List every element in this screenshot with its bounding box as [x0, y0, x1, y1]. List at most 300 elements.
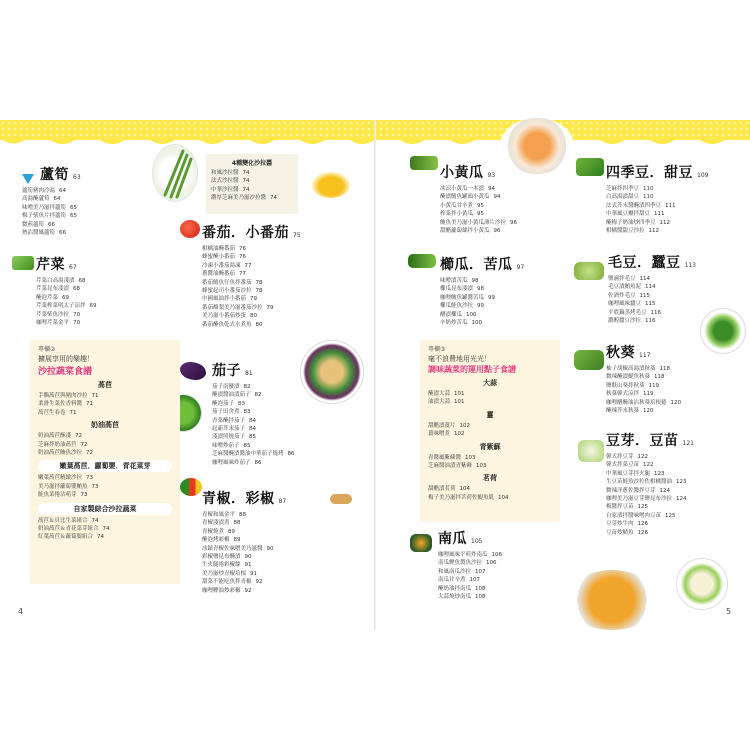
list-item[interactable]	[608, 283, 696, 291]
list-item[interactable]	[438, 559, 502, 567]
item-page: 120	[643, 408, 654, 415]
list-item[interactable]	[606, 470, 694, 478]
section-page: 87	[278, 498, 287, 505]
group-title: 自家製綜合沙拉蔬菜	[38, 503, 172, 515]
list-item[interactable]	[22, 187, 81, 195]
list-item[interactable]	[606, 227, 708, 235]
item-title: 梅醬拌豆苗	[606, 504, 634, 511]
list-item[interactable]	[440, 294, 524, 302]
book-fold	[374, 120, 376, 630]
item-page: 79	[250, 296, 258, 303]
list-item[interactable]	[212, 383, 295, 391]
item-title: 咖哩醋醃油沾秋葵培根捲	[606, 399, 667, 406]
list-item[interactable]	[212, 433, 295, 441]
item-page: 76	[239, 246, 247, 252]
item-page: 85	[249, 434, 257, 441]
list-item[interactable]	[202, 295, 301, 303]
item-title: 鹽滷拌毛豆	[608, 276, 636, 282]
item-title: 手撕萵苣與豬肉沙拉	[38, 393, 88, 399]
item-title: 豆苗炒鯖魚	[606, 529, 634, 536]
item-title: 和風南瓜沙拉	[438, 568, 472, 575]
item-page: 107	[475, 568, 486, 575]
item-list	[440, 277, 524, 327]
item-page: 85	[243, 442, 251, 449]
list-item[interactable]	[606, 453, 694, 461]
list-item[interactable]	[438, 551, 502, 559]
list-item[interactable]	[606, 529, 694, 537]
item-title: 鮭魚菜捲沾萌芽	[38, 492, 77, 499]
group-title: 萵苣	[98, 381, 112, 389]
section-title: 秋葵	[606, 345, 635, 361]
list-item[interactable]	[202, 561, 286, 569]
box-title: 調味蔬菜的運用點子食譜	[428, 365, 516, 374]
list-item[interactable]	[428, 462, 552, 470]
item-title: 甜菜不能吃魚拌青椒	[202, 579, 252, 586]
item-title: 芹菜白高湯淺漬	[36, 278, 75, 284]
item-page: 95	[477, 211, 485, 218]
item-title: 嫩葉萵苣精緻沙拉	[38, 475, 83, 482]
list-item[interactable]	[211, 194, 293, 202]
list-item[interactable]	[440, 202, 517, 210]
list-item[interactable]	[22, 229, 81, 237]
list-item[interactable]	[22, 204, 81, 212]
list-item[interactable]	[36, 319, 97, 327]
list-item[interactable]	[211, 177, 293, 185]
list-item[interactable]	[212, 450, 295, 458]
item-title: 醃漬鯖魚罐頭小黃瓜	[440, 194, 490, 201]
item-title: 秋葵韓式涼拌	[606, 391, 640, 398]
item-list	[212, 383, 295, 467]
list-item[interactable]	[36, 285, 97, 293]
item-title: 自家漬拌醬味噌肉豆苗	[606, 512, 662, 519]
item-title: 醃泡芹菜	[36, 294, 59, 301]
list-item[interactable]	[38, 392, 172, 400]
sprouts-photo	[578, 440, 604, 462]
item-title: 咖哩芹菜金平	[36, 320, 70, 327]
item-title: 毛豆漬鮪魚泥	[608, 284, 642, 291]
item-page: 83	[243, 409, 251, 416]
item-title: 咖哩風味炸茄子	[212, 459, 251, 466]
list-item[interactable]	[211, 186, 293, 194]
item-page: 84	[249, 426, 257, 433]
list-item[interactable]	[202, 253, 301, 261]
item-title: 茄子田舍煮	[212, 409, 240, 416]
zucchini-photo	[408, 254, 436, 268]
item-page: 92	[255, 579, 263, 586]
list-item[interactable]	[38, 432, 172, 440]
item-page: 116	[645, 318, 656, 325]
list-item[interactable]	[202, 321, 301, 329]
list-item[interactable]	[212, 417, 295, 425]
section-title: 豆芽．豆苗	[606, 433, 679, 449]
list-item[interactable]	[36, 302, 97, 310]
list-item[interactable]	[36, 277, 97, 285]
list-item[interactable]	[438, 585, 502, 593]
list-item[interactable]	[38, 474, 172, 482]
item-title: 芝麻拌四季豆	[606, 186, 640, 192]
list-item[interactable]	[202, 312, 301, 320]
item-title: 梅子柴魚片拌蘆筍	[22, 213, 67, 220]
item-title: 甜醋漬茗荷	[428, 486, 456, 493]
item-list	[202, 511, 286, 595]
item-title: 柔滑生菜佐香料醬	[38, 401, 83, 408]
group-title: 薑	[486, 410, 494, 419]
box-label: 專欄③	[428, 346, 446, 353]
section-page: 105	[471, 538, 483, 545]
page-number-right: 5	[726, 607, 732, 616]
item-page: 123	[654, 470, 665, 477]
item-page: 126	[637, 529, 649, 536]
item-title: 美乃滋小番茄炒蛋	[202, 313, 247, 320]
item-title: 蘆筍豬肉冷湯	[22, 188, 56, 194]
list-item[interactable]	[428, 494, 552, 502]
section-page: 117	[639, 352, 651, 359]
item-page: 72	[86, 450, 94, 457]
item-page: 89	[228, 528, 236, 535]
section-page: 121	[682, 440, 694, 447]
item-page: 77	[239, 271, 247, 278]
tomato-photo	[180, 220, 200, 238]
box-heading: 擴展享用的樂趣！	[38, 355, 94, 363]
item-title: 奶油萵苣鮪魚沙拉	[38, 450, 83, 457]
section-title: 南瓜	[438, 531, 467, 547]
item-title: 醃梅子奶油炒四季豆	[606, 219, 656, 226]
list-item[interactable]	[212, 391, 295, 399]
item-page: 125	[665, 512, 676, 519]
item-page: 70	[73, 311, 81, 318]
list-item[interactable]	[606, 512, 694, 520]
pepper-photo	[180, 478, 202, 496]
item-page: 123	[676, 479, 687, 486]
list-item[interactable]	[606, 193, 708, 201]
item-title: 濃厚芝麻美乃滋沙拉醬	[211, 195, 267, 202]
item-title: 美乃滋拌蘿蔔嬰鮪魚	[38, 483, 88, 490]
item-list	[36, 277, 97, 327]
item-title: 青椒淺漬煮	[202, 520, 230, 527]
list-item[interactable]	[38, 441, 172, 449]
list-item[interactable]	[212, 459, 295, 467]
section-page: 75	[293, 232, 301, 239]
sprouts-dish-photo	[676, 558, 728, 610]
list-item[interactable]	[202, 270, 301, 278]
item-title: 辛奶炒苦瓜	[440, 320, 468, 327]
item-title: 醃漬大蒜	[428, 391, 451, 397]
item-title: 濃醇蠶豆沙拉	[608, 318, 642, 325]
list-item[interactable]	[440, 311, 524, 319]
list-item[interactable]	[38, 449, 172, 457]
item-title: 咖哩風味平煎炸南瓜	[438, 552, 488, 558]
item-title: 南瓜甘辛煮	[438, 577, 466, 584]
item-title: 鮪魚美乃滋小黃瓜薄片沙拉	[440, 219, 507, 226]
box-label: 專欄②	[38, 346, 56, 353]
item-title: 芝麻醬醃漬醬油中華茄子燒烤	[212, 451, 284, 458]
item-title: 彩椒鹽昆布醃漬	[202, 554, 241, 561]
item-page: 91	[250, 570, 258, 577]
item-title: 榨菜拌小黃瓜	[440, 211, 474, 218]
item-title: 小黃瓜甘辛煮	[440, 202, 474, 209]
item-page: 80	[250, 313, 258, 320]
item-page: 72	[80, 441, 88, 448]
item-page: 100	[471, 320, 483, 327]
list-item[interactable]	[212, 400, 295, 408]
section-pumpkin	[438, 528, 502, 601]
item-page: 77	[244, 262, 252, 269]
list-item[interactable]	[440, 193, 517, 201]
item-title: 番茄鯖魚仔魚拌番茄	[202, 279, 252, 286]
item-page: 100	[466, 311, 477, 318]
item-page: 103	[476, 463, 487, 470]
item-title: 生豆苗鮭魚沙拉佐柑橘醬油	[606, 479, 673, 486]
list-item[interactable]	[38, 483, 172, 491]
item-page: 90	[266, 545, 274, 552]
item-page: 94	[488, 186, 496, 192]
list-item[interactable]	[606, 373, 681, 381]
item-page: 104	[498, 494, 509, 501]
item-list	[608, 275, 696, 325]
list-item[interactable]	[211, 169, 293, 177]
item-page: 73	[91, 483, 99, 490]
list-item[interactable]	[202, 245, 301, 253]
list-item[interactable]	[428, 398, 552, 406]
item-page: 106	[491, 552, 503, 558]
list-item[interactable]	[606, 520, 694, 528]
list-item[interactable]	[606, 407, 681, 415]
celery-photo	[12, 256, 34, 270]
section-tomato	[202, 222, 301, 329]
item-page: 74	[102, 526, 110, 533]
group-title: 青紫蘇	[479, 442, 501, 451]
item-page: 74	[97, 534, 105, 541]
cucumber-photo	[410, 156, 438, 170]
list-item[interactable]	[440, 285, 524, 293]
list-item[interactable]	[606, 399, 681, 407]
list-item[interactable]	[608, 275, 696, 283]
item-page: 106	[486, 560, 497, 567]
list-item[interactable]	[606, 390, 681, 398]
item-title: 韓式拌豆芽	[606, 454, 634, 460]
item-page: 110	[643, 194, 654, 201]
list-item[interactable]	[202, 262, 301, 270]
item-title: 中華沙拉醬	[211, 186, 239, 193]
list-item[interactable]	[38, 533, 172, 541]
item-title: 咖哩美乃滋豆芽鹽昆布沙拉	[606, 496, 673, 503]
list-item[interactable]	[606, 210, 708, 218]
item-title: 味噌美乃滋拌蘆筍	[22, 204, 67, 211]
item-title: 豆芽炒牛肉	[606, 521, 634, 528]
item-page: 66	[48, 221, 56, 228]
list-item[interactable]	[440, 227, 517, 235]
list-item[interactable]	[440, 302, 524, 310]
list-item[interactable]	[202, 553, 286, 561]
list-item[interactable]	[202, 570, 286, 578]
group-title: 奶油萵苣	[91, 421, 119, 430]
item-page: 86	[287, 451, 295, 458]
item-title: 柑橘油醃番茄	[202, 246, 236, 252]
item-title: 熱沾醬風蘆筍	[22, 230, 56, 237]
item-page: 124	[659, 487, 671, 494]
list-item[interactable]	[202, 511, 286, 519]
item-title: 起霸芥末茄子	[212, 426, 246, 433]
item-list	[606, 185, 708, 235]
list-item[interactable]	[438, 593, 502, 601]
list-item[interactable]	[428, 485, 552, 493]
list-item[interactable]	[202, 528, 286, 536]
item-title: 奶油萵苣＆青花菜芽組合	[38, 526, 99, 533]
section-beans	[606, 162, 708, 235]
list-item[interactable]	[440, 277, 524, 285]
list-item[interactable]	[606, 219, 708, 227]
section-page: 109	[697, 172, 709, 179]
item-page: 65	[70, 213, 78, 220]
item-page: 74	[242, 178, 250, 185]
list-item[interactable]	[202, 304, 301, 312]
item-title: 櫛瓜鮭魚沙拉	[440, 303, 474, 310]
item-title: 淺漬照燒茄子	[212, 434, 246, 441]
item-title: 鹽麩山葵拌秋葵	[606, 382, 645, 389]
item-page: 88	[233, 520, 241, 527]
pumpkin-photo	[410, 534, 432, 552]
list-item[interactable]	[36, 311, 97, 319]
list-item[interactable]	[606, 365, 681, 373]
item-page: 95	[477, 202, 485, 209]
item-title: 中華風豆芽拌火腿	[606, 470, 651, 477]
item-list	[202, 245, 301, 329]
list-item[interactable]	[202, 578, 286, 586]
item-page: 98	[477, 286, 485, 293]
item-page: 78	[255, 288, 263, 295]
item-page: 102	[459, 422, 471, 429]
list-item[interactable]	[202, 545, 286, 553]
item-title: 番茄醃魚乾式水煮魚	[202, 321, 252, 328]
list-item[interactable]	[212, 408, 295, 416]
list-item[interactable]	[428, 430, 552, 438]
item-page: 69	[62, 294, 70, 301]
box-heading: 毫不浪費地用光光！	[428, 355, 491, 363]
item-page: 66	[59, 230, 67, 237]
list-item[interactable]	[438, 576, 502, 584]
list-item[interactable]	[606, 478, 694, 486]
list-item[interactable]	[606, 487, 694, 495]
list-item[interactable]	[438, 568, 502, 576]
list-item[interactable]	[606, 185, 708, 193]
section-title: 茄子	[212, 363, 241, 379]
list-item[interactable]	[608, 309, 696, 317]
list-item[interactable]	[608, 292, 696, 300]
list-item[interactable]	[22, 212, 81, 220]
item-page: 88	[239, 512, 247, 518]
box-title: 沙拉蔬菜食譜	[38, 367, 93, 377]
item-page: 122	[643, 462, 654, 469]
item-page: 111	[665, 202, 676, 209]
group-title: 茗荷	[483, 474, 497, 483]
group-title: 嫩葉萵苣．蘿蔔嬰．青花菜芽	[38, 460, 172, 472]
list-item[interactable]	[212, 442, 295, 450]
section-title: 櫛瓜．苦瓜	[440, 257, 513, 273]
list-item[interactable]	[22, 195, 81, 203]
item-title: 醃奶油拌南瓜	[438, 585, 472, 592]
item-title: 冰鎮青椒佐味噌美乃滋醬	[202, 545, 263, 552]
list-item[interactable]	[38, 491, 172, 499]
section-sprouts	[606, 430, 694, 537]
item-page: 64	[59, 188, 67, 194]
list-item[interactable]	[606, 461, 694, 469]
list-item[interactable]	[202, 519, 286, 527]
item-page: 110	[643, 186, 654, 192]
list-item[interactable]	[608, 317, 696, 325]
list-item[interactable]	[38, 400, 172, 408]
list-item[interactable]	[212, 425, 295, 433]
item-list	[606, 365, 681, 415]
item-title: 甜醋蘿蔔絲拌小黃瓜	[440, 228, 490, 235]
item-title: 青椒燒煮	[202, 528, 225, 535]
item-title: 青椒和風金平	[202, 512, 236, 518]
item-page: 114	[645, 284, 656, 291]
list-item[interactable]	[202, 536, 286, 544]
group-title: 大蒜	[483, 379, 497, 387]
list-item[interactable]	[38, 517, 172, 525]
item-page: 89	[233, 537, 241, 544]
section-marker-icon	[22, 174, 34, 184]
list-item[interactable]	[440, 219, 517, 227]
list-item[interactable]	[606, 503, 694, 511]
item-title: 甜醋漬薑片	[428, 422, 456, 429]
list-item[interactable]	[38, 525, 172, 533]
list-item[interactable]	[428, 390, 552, 398]
item-title: 香菜醃拌茄子	[212, 417, 246, 424]
item-page: 116	[650, 309, 662, 316]
list-item[interactable]	[428, 454, 552, 462]
list-item[interactable]	[202, 587, 286, 595]
list-item[interactable]	[608, 300, 696, 308]
section-cucumber	[440, 162, 517, 235]
list-item[interactable]	[22, 221, 81, 229]
item-title: 咖哩鰹油炒彩椒	[202, 587, 241, 594]
list-item[interactable]	[202, 287, 301, 295]
item-title: 蔥醬油醃番茄	[202, 271, 236, 278]
item-title: 南瓜鰹魚製魚沙拉	[438, 560, 483, 567]
item-page: 64	[53, 196, 61, 203]
item-title: 韓式拌菜豆苗	[606, 462, 640, 469]
section-page: 63	[73, 174, 81, 181]
item-title: 味噌漬苦瓜	[440, 278, 468, 284]
list-item[interactable]	[606, 495, 694, 503]
list-item[interactable]	[440, 210, 517, 218]
list-item[interactable]	[428, 422, 552, 430]
item-title: 薑味噌煮	[428, 431, 451, 438]
list-item[interactable]	[36, 294, 97, 302]
item-page: 65	[70, 204, 78, 211]
list-item[interactable]	[202, 279, 301, 287]
item-title: 中華風豆瓣拌甜豆	[606, 211, 651, 218]
item-page: 82	[243, 384, 251, 390]
item-page: 78	[255, 279, 263, 286]
section-edamame	[608, 252, 696, 325]
list-item[interactable]	[606, 202, 708, 210]
item-page: 119	[643, 391, 654, 398]
item-title: 蜂蜜醃小番茄	[202, 254, 236, 261]
list-item[interactable]	[440, 319, 524, 327]
item-page: 96	[510, 219, 518, 226]
item-page: 70	[73, 320, 81, 327]
okra-dish-photo	[700, 308, 746, 354]
list-item[interactable]	[440, 185, 517, 193]
list-item[interactable]	[38, 409, 172, 417]
okra-photo	[574, 350, 604, 370]
item-page: 74	[91, 517, 99, 524]
item-page: 90	[244, 554, 252, 561]
list-item[interactable]	[606, 382, 681, 390]
item-title: 醃辣芥末秋葵	[606, 408, 640, 415]
